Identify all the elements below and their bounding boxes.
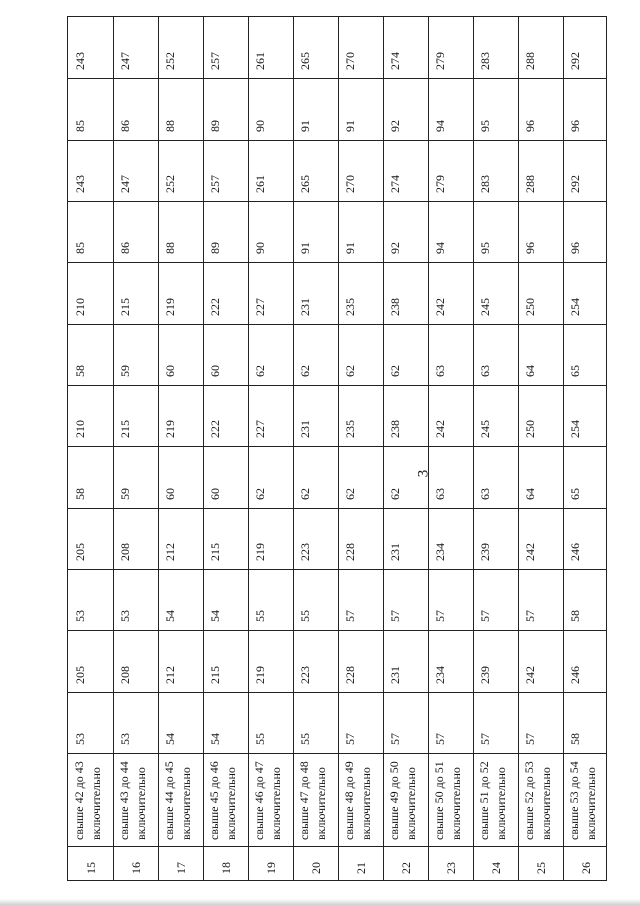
value-cell: 57 [433, 610, 447, 623]
column-divider [68, 753, 606, 754]
value-cell: 210 [73, 420, 87, 439]
value-cell: 95 [478, 119, 492, 132]
value-cell: 54 [163, 733, 177, 745]
value-cell: 242 [433, 297, 447, 316]
value-cell: 62 [253, 487, 267, 500]
row-divider [428, 17, 429, 880]
row-divider [113, 17, 114, 880]
value-cell: 219 [163, 297, 177, 316]
value-cell: 228 [343, 543, 357, 561]
weight-range-line1: свыше 46 до 47 [252, 761, 266, 840]
weight-range-line2: включительно [539, 767, 553, 840]
value-cell: 64 [523, 487, 537, 500]
value-cell: 91 [343, 242, 357, 255]
column-divider [68, 846, 606, 847]
value-cell: 91 [343, 119, 357, 132]
value-cell: 62 [253, 365, 267, 377]
column-divider [68, 262, 606, 263]
value-cell: 231 [388, 665, 402, 684]
value-cell: 210 [73, 297, 87, 316]
value-cell: 62 [388, 487, 402, 500]
value-cell: 252 [163, 52, 177, 71]
weight-range-line1: свыше 53 до 54 [567, 761, 581, 840]
value-cell: 219 [253, 543, 267, 561]
value-cell: 96 [568, 242, 582, 255]
weight-range-line1: свыше 42 до 43 [72, 761, 86, 840]
value-cell: 219 [253, 665, 267, 684]
value-cell: 86 [118, 242, 132, 255]
weight-range-line1: свыше 52 до 53 [522, 761, 536, 840]
value-cell: 212 [163, 665, 177, 684]
value-cell: 62 [388, 365, 402, 377]
value-cell: 235 [343, 420, 357, 439]
value-cell: 53 [73, 610, 87, 623]
rotated-table [67, 16, 607, 881]
weight-range-line2: включительно [449, 767, 463, 840]
value-cell: 94 [433, 119, 447, 132]
row-number: 16 [128, 862, 143, 874]
value-cell: 94 [433, 242, 447, 255]
value-cell: 223 [298, 665, 312, 684]
value-cell: 257 [208, 175, 222, 193]
row-number: 23 [443, 862, 458, 874]
value-cell: 91 [298, 242, 312, 255]
value-cell: 265 [298, 175, 312, 193]
page-number: 3 [415, 469, 432, 478]
value-cell: 208 [118, 543, 132, 561]
value-cell: 279 [433, 52, 447, 71]
weight-range-line2: включительно [179, 767, 193, 840]
value-cell: 274 [388, 52, 402, 71]
weight-range-line2: включительно [584, 767, 598, 840]
value-cell: 238 [388, 297, 402, 316]
value-cell: 228 [343, 665, 357, 684]
value-cell: 88 [163, 119, 177, 132]
value-cell: 261 [253, 52, 267, 71]
weight-range-line2: включительно [359, 767, 373, 840]
value-cell: 55 [253, 610, 267, 623]
value-cell: 65 [568, 365, 582, 377]
row-number: 25 [533, 862, 548, 874]
value-cell: 95 [478, 242, 492, 255]
value-cell: 242 [523, 543, 537, 561]
column-divider [68, 78, 606, 79]
value-cell: 239 [478, 543, 492, 561]
value-cell: 58 [568, 733, 582, 745]
scan-edge [0, 899, 640, 905]
value-cell: 55 [298, 610, 312, 623]
value-cell: 54 [208, 610, 222, 623]
value-cell: 231 [388, 543, 402, 561]
value-cell: 205 [73, 543, 87, 561]
value-cell: 57 [523, 610, 537, 623]
value-cell: 212 [163, 543, 177, 561]
column-divider [68, 385, 606, 386]
value-cell: 53 [118, 610, 132, 623]
value-cell: 250 [523, 297, 537, 316]
value-cell: 64 [523, 365, 537, 377]
value-cell: 252 [163, 175, 177, 193]
value-cell: 222 [208, 420, 222, 439]
value-cell: 59 [118, 365, 132, 377]
value-cell: 242 [433, 420, 447, 439]
value-cell: 65 [568, 487, 582, 500]
value-cell: 59 [118, 487, 132, 500]
value-cell: 53 [118, 733, 132, 745]
weight-range-line2: включительно [314, 767, 328, 840]
weight-range-line2: включительно [89, 767, 103, 840]
value-cell: 62 [343, 365, 357, 377]
value-cell: 91 [298, 119, 312, 132]
value-cell: 90 [253, 119, 267, 132]
column-divider [68, 692, 606, 693]
value-cell: 58 [73, 365, 87, 377]
value-cell: 60 [208, 365, 222, 377]
column-divider [68, 446, 606, 447]
value-cell: 57 [433, 733, 447, 745]
row-divider [563, 17, 564, 880]
row-number: 24 [488, 862, 503, 874]
weight-range-line2: включительно [494, 767, 508, 840]
value-cell: 215 [208, 543, 222, 561]
weight-range-line1: свыше 44 до 45 [162, 761, 176, 840]
value-cell: 231 [298, 420, 312, 439]
value-cell: 57 [478, 733, 492, 745]
value-cell: 257 [208, 52, 222, 71]
column-divider [68, 201, 606, 202]
row-number: 19 [263, 862, 278, 874]
row-number: 22 [398, 862, 413, 874]
value-cell: 243 [73, 175, 87, 193]
value-cell: 57 [343, 610, 357, 623]
value-cell: 53 [73, 733, 87, 745]
value-cell: 215 [118, 297, 132, 316]
value-cell: 247 [118, 52, 132, 71]
value-cell: 292 [568, 175, 582, 193]
weight-range-line1: свыше 47 до 48 [297, 761, 311, 840]
value-cell: 261 [253, 175, 267, 193]
column-divider [68, 508, 606, 509]
value-cell: 55 [253, 733, 267, 745]
value-cell: 92 [388, 119, 402, 132]
weight-range-line2: включительно [224, 767, 238, 840]
value-cell: 254 [568, 297, 582, 316]
value-cell: 292 [568, 52, 582, 71]
value-cell: 208 [118, 665, 132, 684]
weight-range-line1: свыше 43 до 44 [117, 761, 131, 840]
value-cell: 85 [73, 242, 87, 255]
value-cell: 86 [118, 119, 132, 132]
value-cell: 270 [343, 175, 357, 193]
value-cell: 57 [343, 733, 357, 745]
row-divider [518, 17, 519, 880]
value-cell: 239 [478, 665, 492, 684]
value-cell: 245 [478, 420, 492, 439]
value-cell: 62 [298, 487, 312, 500]
row-number: 20 [308, 862, 323, 874]
value-cell: 55 [298, 733, 312, 745]
weight-range-line1: свыше 48 до 49 [342, 761, 356, 840]
value-cell: 63 [478, 365, 492, 377]
value-cell: 227 [253, 297, 267, 316]
value-cell: 62 [343, 487, 357, 500]
value-cell: 215 [118, 420, 132, 439]
value-cell: 279 [433, 175, 447, 193]
value-cell: 54 [208, 733, 222, 745]
column-divider [68, 140, 606, 141]
weight-range-line1: свыше 51 до 52 [477, 761, 491, 840]
value-cell: 245 [478, 297, 492, 316]
value-cell: 246 [568, 543, 582, 561]
value-cell: 88 [163, 242, 177, 255]
value-cell: 57 [523, 733, 537, 745]
value-cell: 57 [478, 610, 492, 623]
value-cell: 283 [478, 175, 492, 193]
value-cell: 265 [298, 52, 312, 71]
value-cell: 234 [433, 665, 447, 684]
value-cell: 89 [208, 119, 222, 132]
row-number: 18 [218, 862, 233, 874]
value-cell: 283 [478, 52, 492, 71]
value-cell: 92 [388, 242, 402, 255]
value-cell: 63 [433, 487, 447, 500]
column-divider [68, 630, 606, 631]
value-cell: 60 [163, 487, 177, 500]
value-cell: 288 [523, 52, 537, 71]
value-cell: 247 [118, 175, 132, 193]
value-cell: 58 [568, 610, 582, 623]
value-cell: 63 [433, 365, 447, 377]
value-cell: 54 [163, 610, 177, 623]
value-cell: 57 [388, 610, 402, 623]
value-cell: 231 [298, 297, 312, 316]
weight-range-line1: свыше 45 до 46 [207, 761, 221, 840]
value-cell: 270 [343, 52, 357, 71]
value-cell: 242 [523, 665, 537, 684]
value-cell: 274 [388, 175, 402, 193]
weight-range-line2: включительно [404, 767, 418, 840]
row-divider [338, 17, 339, 880]
value-cell: 89 [208, 242, 222, 255]
value-cell: 288 [523, 175, 537, 193]
value-cell: 57 [388, 733, 402, 745]
column-divider [68, 569, 606, 570]
value-cell: 205 [73, 665, 87, 684]
row-number: 15 [83, 862, 98, 874]
value-cell: 85 [73, 119, 87, 132]
value-cell: 234 [433, 543, 447, 561]
row-divider [158, 17, 159, 880]
value-cell: 63 [478, 487, 492, 500]
value-cell: 222 [208, 297, 222, 316]
row-divider [383, 17, 384, 880]
weight-range-line1: свыше 50 до 51 [432, 761, 446, 840]
value-cell: 238 [388, 420, 402, 439]
row-number: 26 [578, 862, 593, 874]
row-divider [203, 17, 204, 880]
value-cell: 235 [343, 297, 357, 316]
value-cell: 250 [523, 420, 537, 439]
value-cell: 96 [568, 119, 582, 132]
row-divider [473, 17, 474, 880]
value-cell: 60 [163, 365, 177, 377]
value-cell: 254 [568, 420, 582, 439]
weight-range-line2: включительно [269, 767, 283, 840]
row-number: 17 [173, 862, 188, 874]
value-cell: 96 [523, 242, 537, 255]
row-divider [293, 17, 294, 880]
weight-range-line2: включительно [134, 767, 148, 840]
value-cell: 60 [208, 487, 222, 500]
value-cell: 58 [73, 487, 87, 500]
value-cell: 96 [523, 119, 537, 132]
column-divider [68, 324, 606, 325]
row-divider [248, 17, 249, 880]
row-number: 21 [353, 862, 368, 874]
weight-range-line1: свыше 49 до 50 [387, 761, 401, 840]
value-cell: 243 [73, 52, 87, 71]
value-cell: 62 [298, 365, 312, 377]
value-cell: 215 [208, 665, 222, 684]
value-cell: 223 [298, 543, 312, 561]
value-cell: 227 [253, 420, 267, 439]
value-cell: 90 [253, 242, 267, 255]
value-cell: 219 [163, 420, 177, 439]
value-cell: 246 [568, 665, 582, 684]
